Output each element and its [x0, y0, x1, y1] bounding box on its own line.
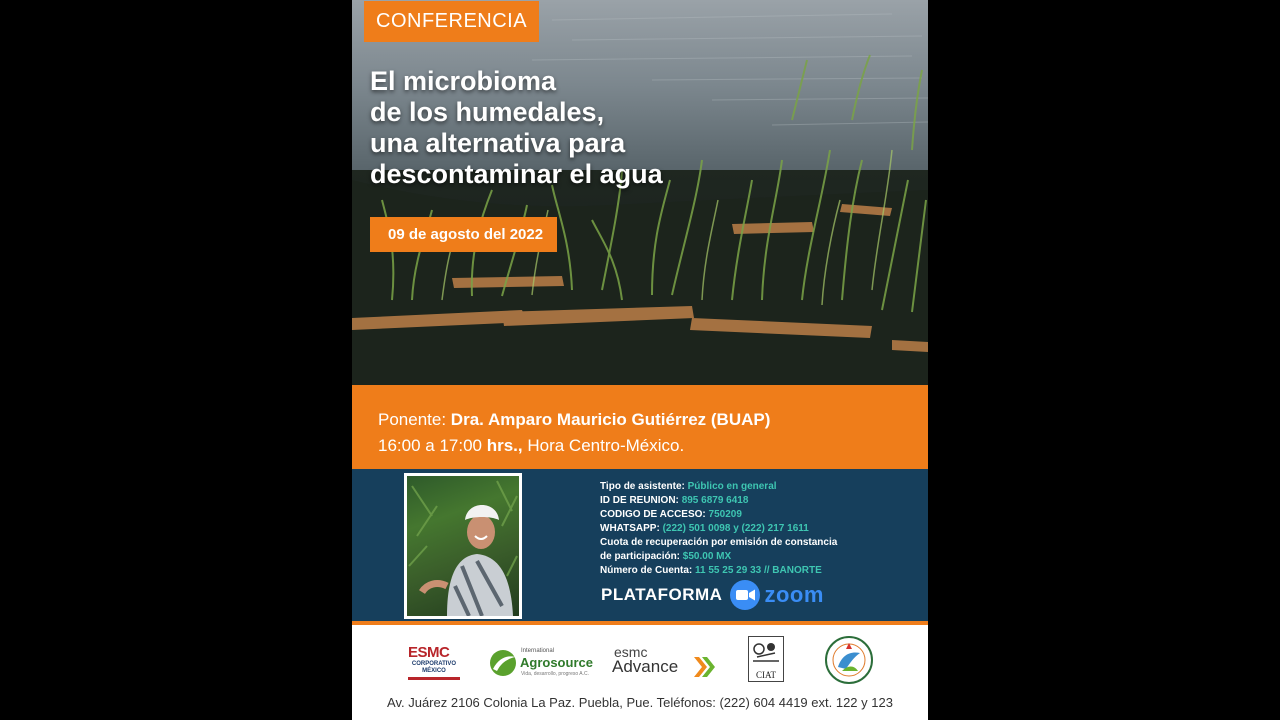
detail-value: Público en general [687, 481, 777, 492]
platform-line [601, 578, 824, 612]
wetland-photo [352, 0, 928, 385]
ciat-logo [748, 636, 784, 682]
detail-label: Número de Cuenta: [600, 565, 693, 576]
logo-text: CIAT [756, 670, 776, 680]
title-line: de los humedales, [370, 97, 605, 127]
time-line [378, 433, 928, 459]
detail-fee-line: Cuota de recuperación por emisión de constancia [600, 537, 838, 548]
platform-label: PLATAFORMA [601, 585, 723, 604]
detail-whatsapp [600, 522, 837, 536]
time-zone: Hora Centro-México. [527, 436, 685, 455]
detail-value: $50.00 MX [682, 551, 732, 562]
time-range: 16:00 a 17:00 [378, 436, 482, 455]
conference-poster [352, 0, 928, 720]
info-section [352, 469, 928, 621]
conference-badge: CONFERENCIA [364, 1, 539, 42]
detail-value: 750209 [708, 509, 742, 520]
detail-account [600, 564, 837, 578]
logo-subtext: esmc [614, 644, 648, 660]
speaker-band [352, 385, 928, 469]
agrosource-logo [489, 647, 593, 679]
detail-access-code [600, 508, 837, 522]
speaker-illustration [407, 476, 519, 616]
logo-text: Advance [612, 657, 679, 676]
esmc-advance-logo [612, 643, 717, 679]
zoom-logo [730, 580, 823, 610]
logo-text: Agrosource [520, 655, 593, 670]
logo-subtext: CORPORATIVO MÉXICO [411, 661, 457, 674]
title-line: descontaminar el agua [370, 159, 663, 189]
conference-title [370, 66, 730, 190]
time-unit: hrs., [486, 436, 523, 455]
agrosource-leaf-icon [489, 649, 517, 677]
institution-seal-icon [824, 635, 874, 685]
detail-value: (222) 501 0098 y (222) 217 1611 [662, 523, 809, 534]
event-details [600, 480, 837, 578]
logo-text: ESMC [408, 644, 450, 661]
title-line: El microbioma [370, 66, 557, 96]
logo-subtext: International [521, 648, 555, 654]
detail-label: WHATSAPP: [600, 523, 660, 534]
detail-attendee [600, 480, 837, 494]
seal-logo [824, 635, 874, 685]
footer-address: Av. Juárez 2106 Colonia La Paz. Puebla, Pue. Teléfonos: (222) 604 4419 ext. 122 y 123 [387, 695, 893, 710]
detail-value: 11 55 25 29 33 // BANORTE [695, 565, 822, 576]
logo-tagline: Vida, desarrollo, progreso A.C. [521, 671, 590, 677]
detail-label: de participación: [600, 551, 681, 562]
zoom-camera-icon [730, 580, 760, 610]
zoom-wordmark: zoom [764, 582, 824, 607]
title-line: una alternativa para [370, 128, 626, 158]
wetland-illustration [352, 0, 928, 385]
speaker-line [378, 407, 928, 433]
detail-value: 895 6879 6418 [681, 495, 749, 506]
speaker-photo [404, 473, 522, 619]
logo-underline [408, 677, 460, 680]
detail-label: Tipo de asistente: [600, 481, 685, 492]
detail-fee [600, 550, 837, 564]
esmc-corporativo-logo [408, 645, 460, 680]
chevron-arrows-icon [694, 657, 716, 677]
detail-meeting-id [600, 494, 837, 508]
date-badge: 09 de agosto del 2022 [370, 217, 557, 252]
ciat-emblem-icon [749, 637, 783, 665]
sponsor-logos [352, 625, 928, 693]
speaker-name: Dra. Amparo Mauricio Gutiérrez (BUAP) [450, 410, 771, 429]
speaker-label: Ponente: [378, 410, 447, 429]
detail-label: ID DE REUNION: [600, 495, 679, 506]
detail-label: CODIGO DE ACCESO: [600, 509, 706, 520]
